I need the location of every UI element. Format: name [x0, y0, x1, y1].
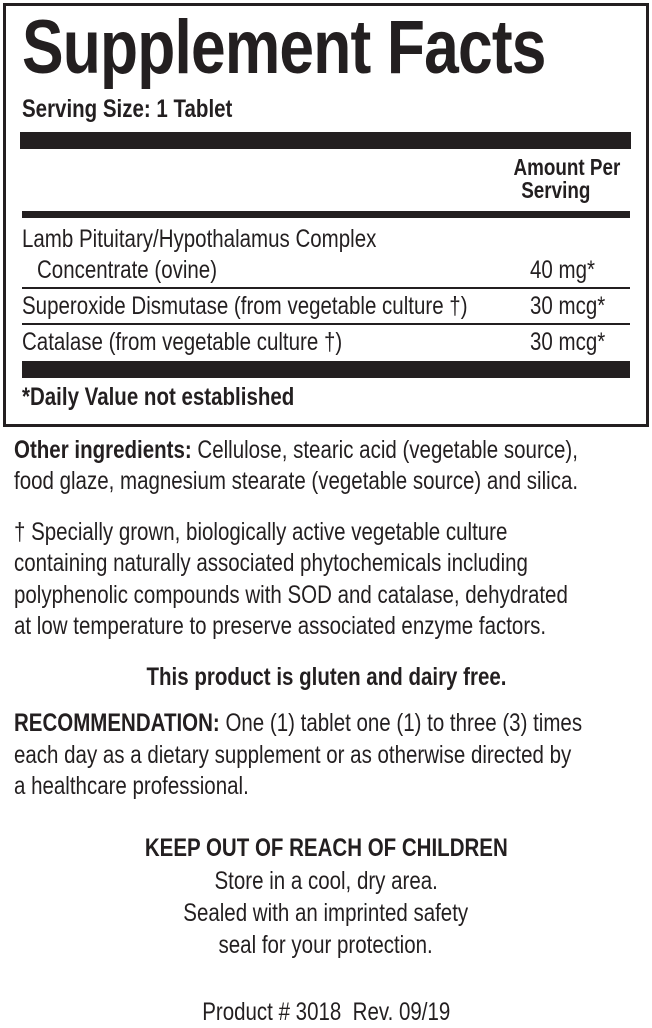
medium-divider [22, 211, 630, 218]
product-info [0, 997, 652, 1028]
ingredient-row [37, 255, 257, 286]
dagger-note-text: containing naturally associated phytochemicals including [14, 549, 528, 577]
other-ingredients [14, 435, 652, 466]
dagger-note-text: polyphenolic compounds with SOD and catalase, dehydrated [14, 581, 568, 609]
ingredient-name: Catalase (from vegetable culture †) [22, 328, 343, 356]
thick-divider [20, 132, 631, 149]
thin-divider [22, 287, 630, 289]
ingredient-name: Superoxide Dismutase (from vegetable culture †) [22, 292, 468, 320]
ingredient-row [22, 327, 412, 358]
dagger-note-line [14, 580, 652, 611]
recommendation-label: RECOMMENDATION: [14, 709, 220, 737]
thin-divider [22, 323, 630, 325]
amount-text: 30 mcg* [530, 328, 606, 356]
storage-line [0, 898, 652, 929]
ingredient-name: Lamb Pituitary/Hypothalamus Complex [22, 225, 377, 253]
storage-text: Sealed with an imprinted safety [183, 899, 469, 927]
other-ingredients-label: Other ingredients: [14, 436, 192, 464]
allergen-text: This product is gluten and dairy free. [146, 663, 506, 691]
recommendation-line [14, 740, 652, 771]
other-ingredients-text: food glaze, magnesium stearate (vegetable source) and silica. [14, 467, 579, 495]
storage-line [0, 866, 652, 897]
daily-value-footnote [22, 382, 354, 413]
panel-title-text: Supplement Facts [22, 5, 546, 90]
amount-header-line: Serving [520, 177, 590, 203]
dagger-note-line [14, 611, 652, 642]
other-ingredients-text: Cellulose, stearic acid (vegetable source), [197, 436, 578, 464]
dagger-note-line [14, 517, 616, 548]
warning-heading-text: KEEP OUT OF REACH OF CHILDREN [144, 834, 508, 862]
footnote-text: *Daily Value not established [22, 383, 295, 411]
ingredient-amount [530, 255, 609, 286]
recommendation-line [14, 771, 300, 802]
dagger-note-text: † Specially grown, biologically active vegetable culture [14, 518, 508, 546]
serving-size-text: Serving Size: 1 Tablet [22, 95, 233, 123]
other-ingredients-line [14, 466, 652, 497]
panel-title [22, 4, 652, 91]
recommendation [14, 708, 652, 739]
ingredient-row [22, 224, 454, 255]
recommendation-text: a healthcare professional. [14, 772, 249, 800]
amount-header-line: Amount Per [513, 154, 620, 180]
warning-heading [0, 833, 652, 864]
ingredient-amount [530, 291, 622, 322]
recommendation-text: One (1) tablet one (1) to three (3) times [225, 709, 583, 737]
allergen-statement [0, 662, 652, 693]
amount-header [490, 156, 620, 202]
product-info-text: Product # 3018 Rev. 09/19 [201, 998, 451, 1026]
amount-text: 40 mg* [530, 256, 595, 284]
ingredient-row [22, 291, 565, 322]
serving-size [22, 94, 279, 125]
storage-line [0, 930, 652, 961]
dagger-note-text: at low temperature to preserve associated enzyme factors. [14, 612, 547, 640]
thick-divider [22, 361, 630, 378]
storage-text: Store in a cool, dry area. [214, 867, 438, 895]
storage-text: seal for your protection. [218, 931, 434, 959]
dagger-note-line [14, 548, 641, 579]
recommendation-text: each day as a dietary supplement or as otherwise directed by [14, 741, 572, 769]
ingredient-amount [530, 327, 622, 358]
ingredient-name: Concentrate (ovine) [37, 256, 218, 284]
amount-text: 30 mcg* [530, 292, 606, 320]
